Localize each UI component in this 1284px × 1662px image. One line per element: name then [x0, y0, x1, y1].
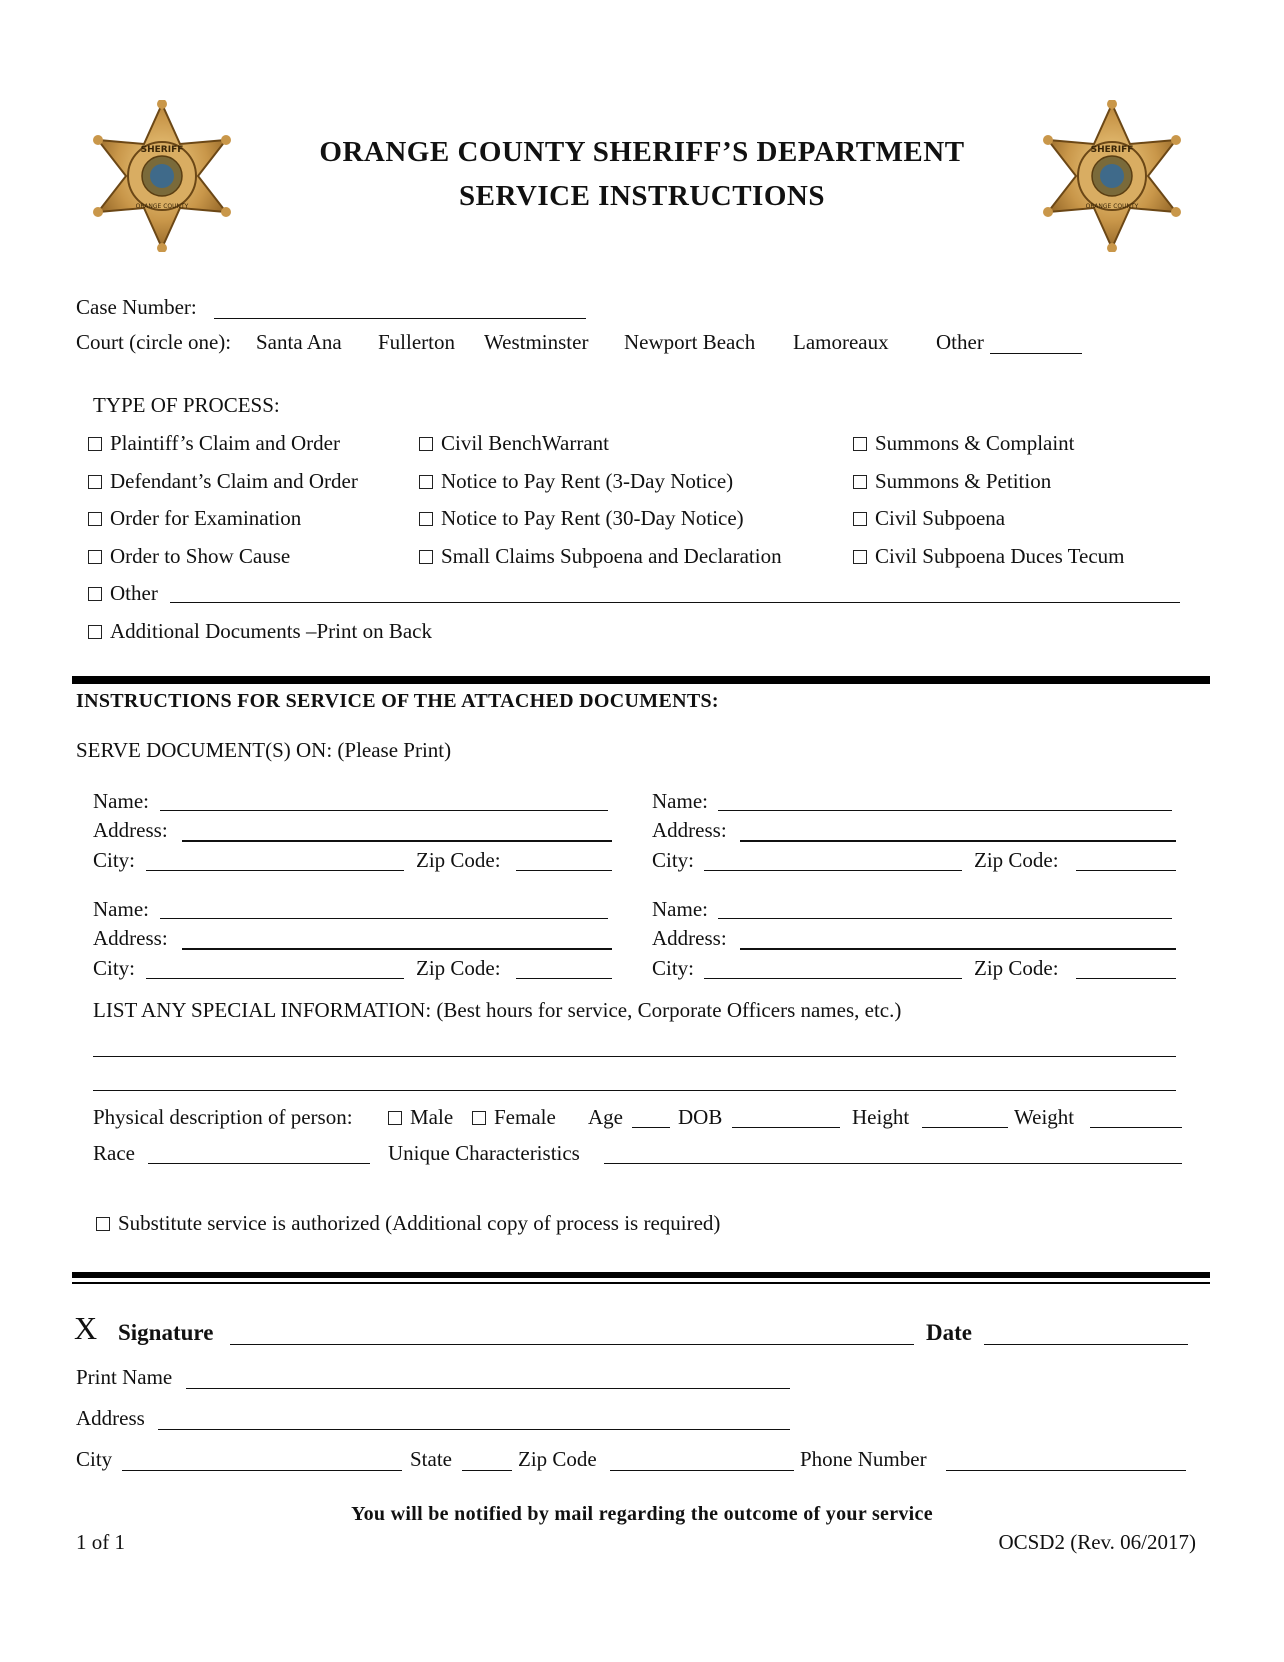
process-notice-3-day[interactable]: Notice to Pay Rent (3-Day Notice): [419, 469, 733, 494]
signature-field[interactable]: [230, 1344, 914, 1345]
party2-name-label: Name:: [652, 789, 708, 813]
checkbox-icon[interactable]: [88, 587, 102, 601]
party2-address-label: Address:: [652, 818, 727, 842]
special-info-line-2[interactable]: [93, 1090, 1176, 1091]
party4-address-label: Address:: [652, 926, 727, 950]
date-field[interactable]: [984, 1344, 1188, 1345]
signature-divider-thick: [72, 1272, 1210, 1278]
process-notice-30-day[interactable]: Notice to Pay Rent (30-Day Notice): [419, 506, 744, 531]
age-label: Age: [588, 1105, 623, 1129]
court-option-fullerton[interactable]: Fullerton: [378, 330, 455, 354]
party3-address-field[interactable]: [182, 948, 612, 950]
party4-name-field[interactable]: [718, 918, 1172, 919]
party4-zip-field[interactable]: [1076, 978, 1176, 979]
zip-code-label: Zip Code: [518, 1447, 597, 1471]
party4-city-field[interactable]: [704, 978, 962, 979]
page-number: 1 of 1: [76, 1530, 125, 1554]
party3-name-label: Name:: [93, 897, 149, 921]
party1-city-field[interactable]: [146, 870, 404, 871]
state-label: State: [410, 1447, 452, 1471]
party4-city-label: City:: [652, 956, 695, 980]
party2-address-field[interactable]: [740, 840, 1176, 842]
page-title: ORANGE COUNTY SHERIFF’S DEPARTMENT: [319, 136, 965, 168]
case-number-field[interactable]: [214, 318, 586, 319]
process-order-show-cause[interactable]: Order to Show Cause: [88, 544, 290, 569]
form-id: OCSD2 (Rev. 06/2017): [998, 1530, 1196, 1554]
court-option-newport-beach[interactable]: Newport Beach: [624, 330, 756, 354]
process-plaintiffs-claim[interactable]: Plaintiff’s Claim and Order: [88, 431, 340, 456]
process-civil-subpoena-duces-tecum[interactable]: Civil Subpoena Duces Tecum: [853, 544, 1125, 569]
state-field[interactable]: [462, 1470, 512, 1471]
party1-city-label: City:: [93, 848, 136, 872]
physical-description-label: Physical description of person:: [93, 1105, 353, 1129]
serve-on-label: SERVE DOCUMENT(S) ON: (Please Print): [76, 738, 452, 762]
male-option[interactable]: Male: [388, 1105, 453, 1130]
checkbox-icon[interactable]: [853, 475, 867, 489]
weight-field[interactable]: [1090, 1127, 1182, 1128]
party3-name-field[interactable]: [160, 918, 608, 919]
print-name-label: Print Name: [76, 1365, 173, 1389]
party1-address-field[interactable]: [182, 840, 612, 842]
sheriff-badge-left-icon: [92, 100, 232, 252]
signature-label: Signature: [118, 1320, 214, 1345]
special-info-line-1[interactable]: [93, 1056, 1176, 1057]
dob-field[interactable]: [732, 1127, 840, 1128]
race-field[interactable]: [148, 1163, 370, 1164]
process-other[interactable]: Other: [88, 581, 158, 606]
process-heading: TYPE OF PROCESS:: [93, 393, 280, 417]
race-label: Race: [93, 1141, 135, 1165]
print-name-field[interactable]: [186, 1388, 790, 1389]
process-small-claims-subpoena[interactable]: Small Claims Subpoena and Declaration: [419, 544, 782, 569]
checkbox-icon[interactable]: [853, 550, 867, 564]
party1-name-field[interactable]: [160, 810, 608, 811]
court-label: Court (circle one):: [76, 330, 232, 354]
signature-divider-thin: [72, 1282, 1210, 1284]
date-label: Date: [926, 1320, 972, 1345]
height-label: Height: [852, 1105, 910, 1129]
signature-x-mark: X: [74, 1310, 98, 1346]
phone-number-field[interactable]: [946, 1470, 1186, 1471]
substitute-service-option[interactable]: Substitute service is authorized (Additional copy of process is required): [96, 1211, 720, 1236]
party2-zip-field[interactable]: [1076, 870, 1176, 871]
court-option-santa-ana[interactable]: Santa Ana: [256, 330, 342, 354]
checkbox-icon[interactable]: [88, 437, 102, 451]
checkbox-icon[interactable]: [853, 437, 867, 451]
unique-characteristics-field[interactable]: [604, 1163, 1182, 1164]
process-additional-documents[interactable]: Additional Documents –Print on Back: [88, 619, 432, 644]
checkbox-icon[interactable]: [853, 512, 867, 526]
svg-text:SHERIFF: SHERIFF: [140, 145, 184, 155]
party2-zip-label: Zip Code:: [974, 848, 1059, 872]
process-other-field[interactable]: [170, 602, 1180, 603]
party3-city-field[interactable]: [146, 978, 404, 979]
party4-zip-label: Zip Code:: [974, 956, 1059, 980]
checkbox-icon[interactable]: [419, 512, 433, 526]
party2-city-label: City:: [652, 848, 695, 872]
case-number-label: Case Number:: [76, 295, 197, 319]
party3-city-label: City:: [93, 956, 136, 980]
checkbox-icon[interactable]: [88, 625, 102, 639]
checkbox-icon[interactable]: [96, 1217, 110, 1231]
section-divider: [72, 676, 1210, 684]
process-civil-subpoena[interactable]: Civil Subpoena: [853, 506, 1005, 531]
checkbox-icon[interactable]: [88, 512, 102, 526]
process-summons-complaint[interactable]: Summons & Complaint: [853, 431, 1075, 456]
city-label: City: [76, 1447, 113, 1471]
height-field[interactable]: [922, 1127, 1008, 1128]
party3-zip-label: Zip Code:: [416, 956, 501, 980]
checkbox-icon[interactable]: [88, 550, 102, 564]
female-option[interactable]: Female: [472, 1105, 556, 1130]
svg-text:SHERIFF: SHERIFF: [1090, 145, 1134, 155]
party4-name-label: Name:: [652, 897, 708, 921]
party3-address-label: Address:: [93, 926, 168, 950]
party3-zip-field[interactable]: [516, 978, 612, 979]
svg-text:ORANGE COUNTY: ORANGE COUNTY: [135, 203, 189, 210]
party1-zip-field[interactable]: [516, 870, 612, 871]
weight-label: Weight: [1014, 1105, 1075, 1129]
checkbox-icon[interactable]: [419, 437, 433, 451]
instructions-heading: INSTRUCTIONS FOR SERVICE OF THE ATTACHED DOCUMENTS:: [76, 690, 719, 712]
court-option-lamoreaux[interactable]: Lamoreaux: [793, 330, 889, 354]
checkbox-icon[interactable]: [472, 1111, 486, 1125]
special-info-label: LIST ANY SPECIAL INFORMATION: (Best hours for service, Corporate Officers names, etc.): [93, 998, 902, 1022]
party1-name-label: Name:: [93, 789, 149, 813]
svg-text:ORANGE COUNTY: ORANGE COUNTY: [1085, 203, 1139, 210]
city-field[interactable]: [122, 1470, 402, 1471]
party1-address-label: Address:: [93, 818, 168, 842]
address-label: Address: [76, 1406, 145, 1430]
checkbox-icon[interactable]: [388, 1111, 402, 1125]
party1-zip-label: Zip Code:: [416, 848, 501, 872]
outcome-notice: You will be notified by mail regarding the outcome of your service: [351, 1503, 933, 1525]
process-civil-bench-warrant[interactable]: Civil BenchWarrant: [419, 431, 609, 456]
phone-number-label: Phone Number: [800, 1447, 927, 1471]
age-field[interactable]: [632, 1127, 670, 1128]
party2-name-field[interactable]: [718, 810, 1172, 811]
unique-characteristics-label: Unique Characteristics: [388, 1141, 580, 1165]
court-option-westminster[interactable]: Westminster: [484, 330, 589, 354]
court-option-other[interactable]: Other: [936, 330, 984, 354]
page-subtitle: SERVICE INSTRUCTIONS: [459, 180, 825, 212]
party2-city-field[interactable]: [704, 870, 962, 871]
process-defendants-claim[interactable]: Defendant’s Claim and Order: [88, 469, 358, 494]
sheriff-badge-right-icon: [1042, 100, 1182, 252]
process-summons-petition[interactable]: Summons & Petition: [853, 469, 1051, 494]
party4-address-field[interactable]: [740, 948, 1176, 950]
process-order-examination[interactable]: Order for Examination: [88, 506, 301, 531]
dob-label: DOB: [678, 1105, 723, 1129]
court-other-field[interactable]: [990, 353, 1082, 354]
checkbox-icon[interactable]: [419, 475, 433, 489]
checkbox-icon[interactable]: [419, 550, 433, 564]
zip-code-field[interactable]: [610, 1470, 794, 1471]
checkbox-icon[interactable]: [88, 475, 102, 489]
address-field[interactable]: [158, 1429, 790, 1430]
